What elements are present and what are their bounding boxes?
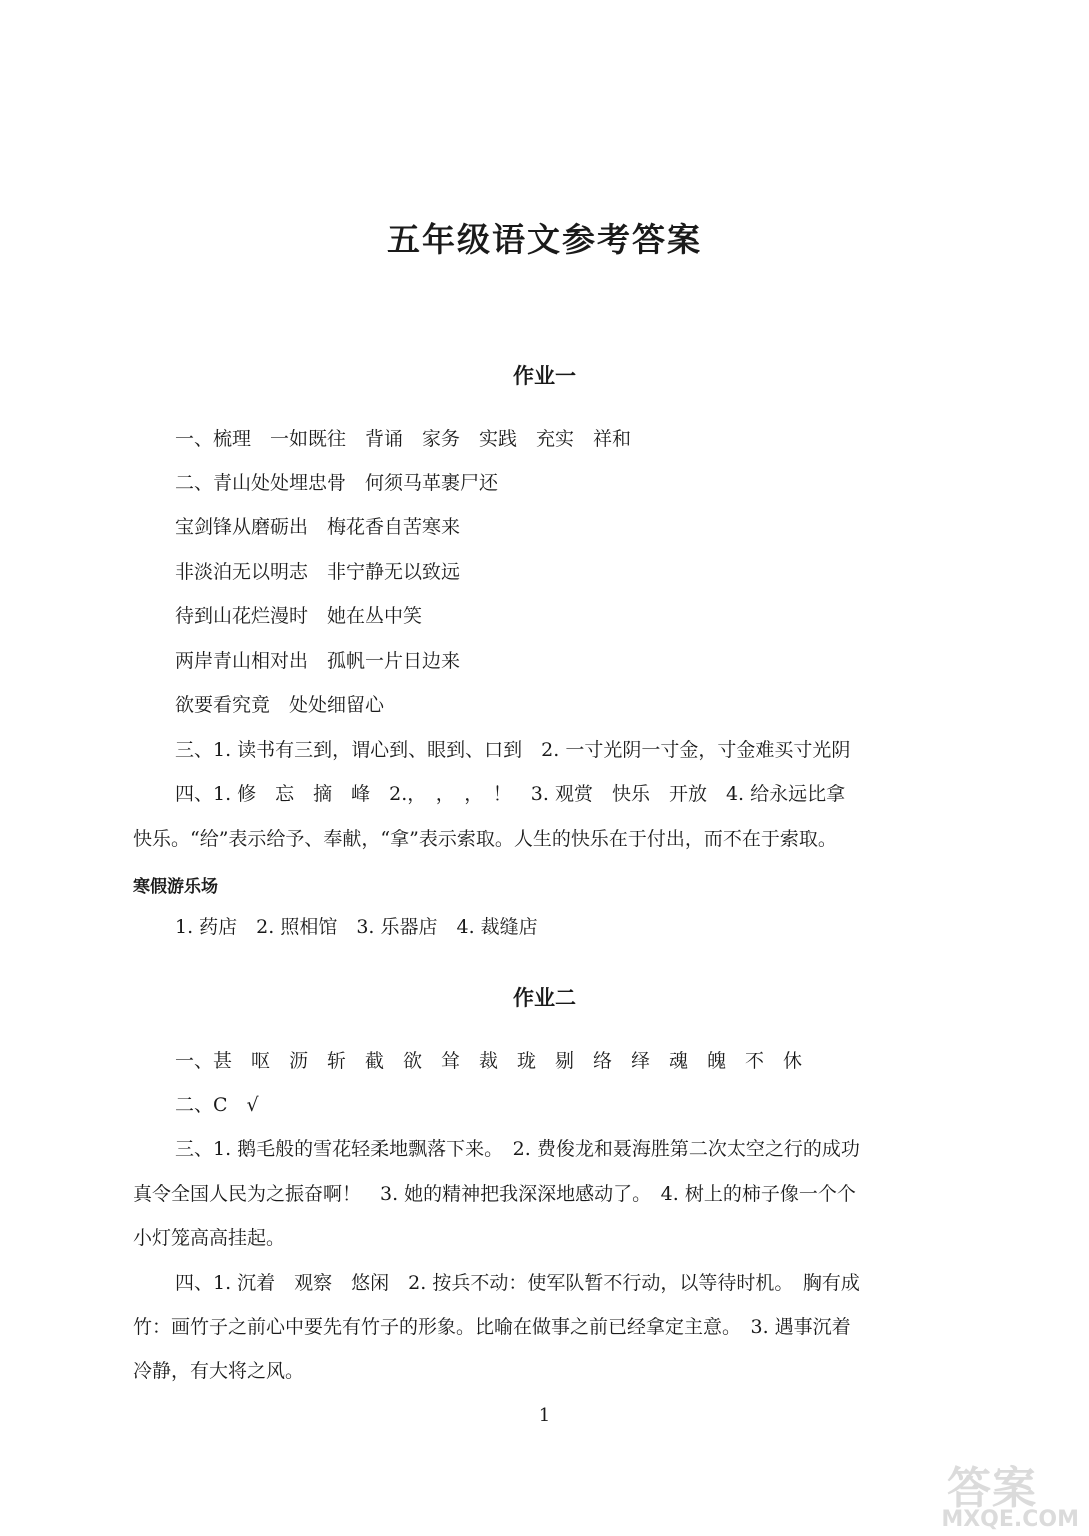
page-title: 五年级语文参考答案 — [387, 220, 702, 259]
answer-line: 二、青山处处埋忠骨 何须马革裹尸还 — [175, 472, 499, 494]
answer-line: 宝剑锋从磨砺出 梅花香自苦寒来 — [175, 516, 461, 538]
answer-line: 快乐。“给”表示给予、奉献，“拿”表示索取。人生的快乐在于付出，而不在于索取。 — [133, 828, 837, 850]
watermark-logo — [943, 1452, 1083, 1532]
answer-line: 三、1. 鹅毛般的雪花轻柔地飘落下来。 2. 费俊龙和聂海胜第二次太空之行的成功 — [175, 1138, 860, 1160]
answer-line: 竹：画竹子之前心中要先有竹子的形象。比喻在做事之前已经拿定主意。 3. 遇事沉着 — [133, 1316, 851, 1338]
answer-line: 1. 药店 2. 照相馆 3. 乐器店 4. 裁缝店 — [175, 916, 538, 938]
answer-line: 三、1. 读书有三到，谓心到、眼到、口到 2. 一寸光阴一寸金，寸金难买寸光阴 — [175, 739, 851, 761]
answer-line: 欲要看究竟 处处细留心 — [175, 694, 385, 716]
answer-line: 一、梳理 一如既往 背诵 家务 实践 充实 祥和 — [175, 428, 632, 450]
watermark-url: MXQE.COM — [941, 1507, 1079, 1532]
answer-line: 四、1. 修 忘 摘 峰 2.， ， ， ！ 3. 观赏 快乐 开放 4. 给永远比拿 — [175, 783, 846, 805]
answer-line: 冷静，有大将之风。 — [133, 1360, 305, 1382]
answer-line: 非淡泊无以明志 非宁静无以致远 — [175, 561, 461, 583]
answer-line: 两岸青山相对出 孤帆一片日边来 — [175, 650, 461, 672]
subheading-winter-playground: 寒假游乐场 — [133, 877, 218, 897]
answer-line: 待到山花烂漫时 她在丛中笑 — [175, 605, 423, 627]
answer-line: 真令全国人民为之振奋啊！ 3. 她的精神把我深深地感动了。 4. 树上的柿子像一个个 — [133, 1183, 856, 1205]
section-heading-2: 作业二 — [513, 986, 576, 1010]
answer-line: 一、甚 呕 沥 斩 截 欲 耸 裁 珑 剔 络 绎 魂 魄 不 休 — [175, 1050, 803, 1072]
page-number: 1 — [538, 1405, 551, 1426]
answer-line: 四、1. 沉着 观察 悠闲 2. 按兵不动：使军队暂不行动，以等待时机。 胸有成 — [175, 1272, 860, 1294]
watermark-text: 答案 — [947, 1463, 1037, 1514]
answer-line: 小灯笼高高挂起。 — [133, 1227, 286, 1249]
answer-line: 二、C √ — [175, 1094, 259, 1116]
section-heading-1: 作业一 — [513, 364, 576, 388]
